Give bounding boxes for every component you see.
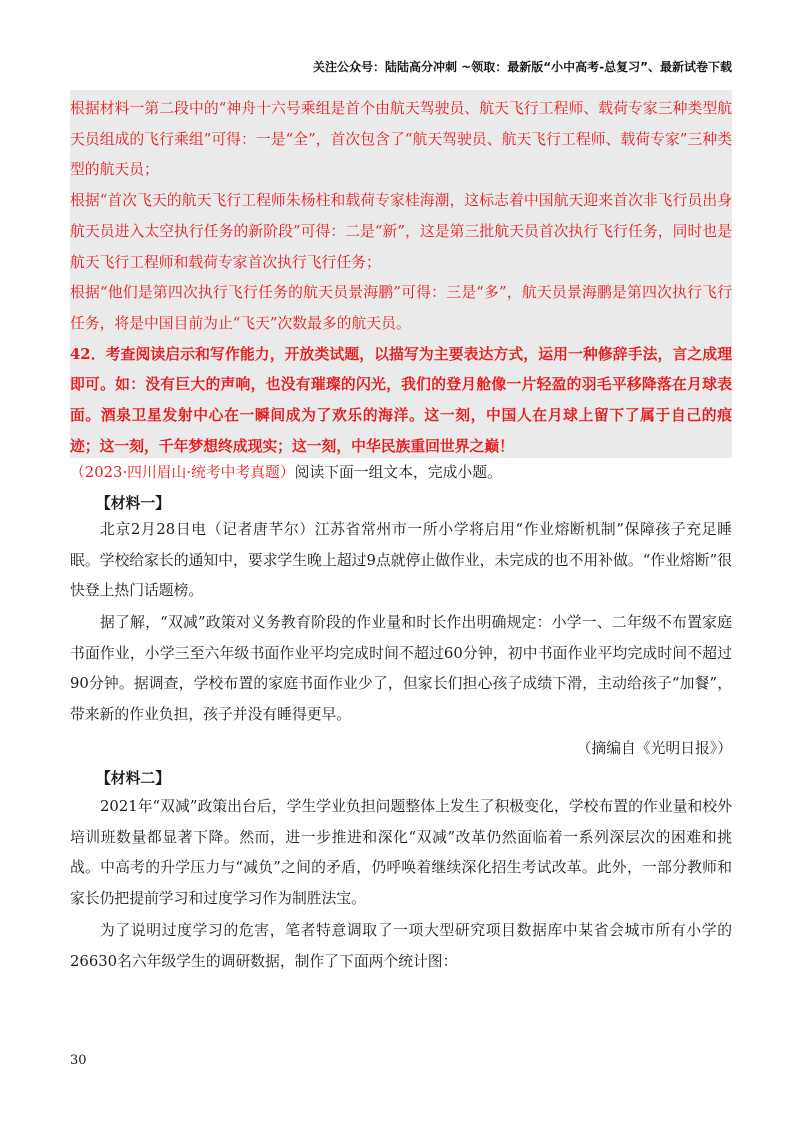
material1-paragraph-2: 据了解，“双减”政策对义务教育阶段的作业量和时长作出明确规定：小学一、二年级不布置家庭书面作业，小学三至六年级书面作业平均完成时间不超过60分钟，初中书面作业平均完成时间不超过90分钟。据调查，学校布置的家庭书面作业少了，但家长们担心孩子成绩下滑，主动给孩子“加餐”，带来新的作业负担，孩子并没有睡得更早。 xyxy=(70,614,732,723)
page-number: 30 xyxy=(70,1053,87,1068)
answer-line-2: 根据“首次飞天的航天飞行工程师朱杨柱和载荷专家桂海潮，这标志着中国航天迎来首次非飞行员出身航天员进入太空执行任务的新阶段”可得：二是“新”，这是第三批航天员首次执行飞行任务，同时也是航天飞行工程师和载荷专家首次执行飞行任务； xyxy=(70,192,732,271)
answer-line-1: 根据材料一第二段中的“神舟十六号乘组是首个由航天驾驶员、航天飞行工程师、载荷专家三种类型航天员组成的飞行乘组”可得：一是“全”，首次包含了“航天驾驶员、航天飞行工程师、载荷专家”三种类型的航天员； xyxy=(70,100,732,179)
answer-block xyxy=(70,90,732,458)
question-intro xyxy=(70,461,750,485)
material1-source: （摘编自《光明日报》） xyxy=(576,740,732,757)
intro-text: 阅读下面一组文本，完成小题。 xyxy=(294,464,502,481)
material1-label: 【材料一】 xyxy=(96,495,170,512)
material2-paragraph-2: 为了说明过度学习的危害，笔者特意调取了一项大型研究项目数据库中某省会城市所有小学的26630名六年级学生的调研数据，制作了下面两个统计图： xyxy=(70,922,732,970)
material2-paragraph-1: 2021年“双减”政策出台后，学生学业负担问题整体上发生了积极变化，学校布置的作业量和校外培训班数量都显著下降。然而，进一步推进和深化“双减”改革仍然面临着一系列深层次的困难和挑战。中高考的升学压力与“减负”之间的矛盾，仍呼唤着继续深化招生考试改革。此外，一部分教师和家长仍把提前学习和过度学习作为制胜法宝。 xyxy=(70,798,732,907)
page-header: 关注公众号：陆陆高分冲刺 ~领取：最新版“小中高考-总复习”、最新试卷下载 xyxy=(313,60,732,74)
material1-paragraph-1: 北京2月28日电（记者唐芊尔）江苏省常州市一所小学将启用“作业熔断机制”保障孩子充足睡眠。学校给家长的通知中，要求学生晚上超过9点就停止做作业，未完成的也不用补做。“作业熔断”很快登上热门话题榜。 xyxy=(70,521,732,599)
answer-q42: 42．考查阅读启示和写作能力，开放类试题，以描写为主要表达方式，运用一种修辞手法，言之成理即可。如：没有巨大的声响，也没有璀璨的闪光，我们的登月舱像一片轻盈的羽毛平移降落在月球表面。酒泉卫星发射中心在一瞬间成为了欢乐的海洋。这一刻，中国人在月球上留下了属于自己的痕迹；这一刻，千年梦想终成现实；这一刻，中华民族重回世界之巅！ xyxy=(70,345,732,455)
exam-source: （2023·四川眉山·统考中考真题） xyxy=(70,464,295,481)
material2-label: 【材料二】 xyxy=(96,770,170,787)
answer-line-3: 根据“他们是第四次执行飞行任务的航天员景海鹏”可得：三是“多”，航天员景海鹏是第四次执行飞行任务，将是中国目前为止“飞天”次数最多的航天员。 xyxy=(70,284,732,332)
